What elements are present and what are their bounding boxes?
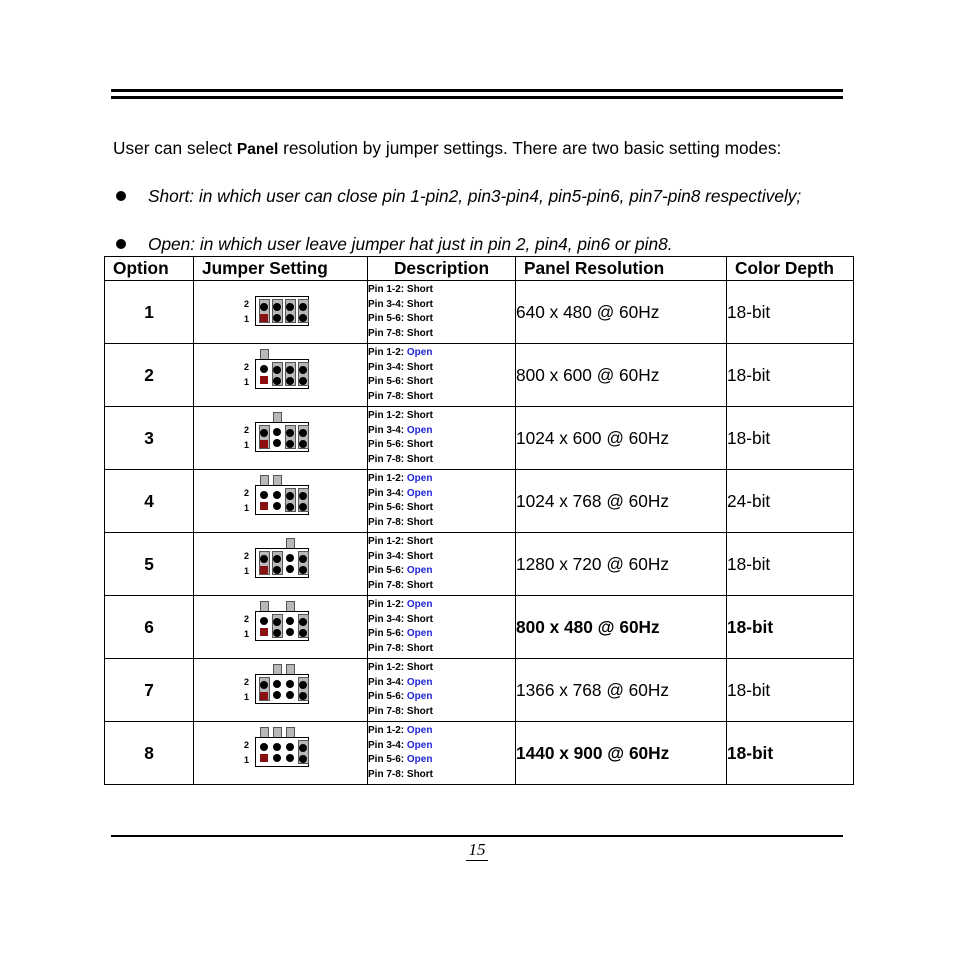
pin-description-line — [368, 361, 515, 376]
jumper-cap-closed — [298, 740, 309, 764]
pin-description-line — [368, 739, 515, 754]
pin-state: Short — [406, 502, 434, 513]
pin-label-1: 1 — [244, 503, 250, 513]
panel-resolution: 800 x 600 @ 60Hz — [516, 344, 727, 407]
pin-icon — [299, 492, 307, 500]
pin-pair-label: Pin 1-2: — [368, 536, 407, 547]
pin-icon — [286, 680, 294, 688]
pin-icon — [286, 440, 294, 448]
pin-pair-label: Pin 5-6: — [368, 376, 407, 387]
pin-pair-label: Pin 7-8: — [368, 705, 407, 717]
option-number: 4 — [105, 470, 194, 533]
bullet-dot-icon — [116, 191, 126, 201]
color-depth: 18-bit — [727, 344, 854, 407]
pin-icon — [260, 429, 268, 437]
pin-icon — [299, 629, 307, 637]
jumper-cap-closed — [285, 488, 296, 512]
jumper-cap-closed — [272, 614, 283, 638]
color-depth: 18-bit — [727, 659, 854, 722]
jumper-cap-closed — [298, 362, 309, 386]
pin-icon — [299, 566, 307, 574]
pin-label-2: 2 — [244, 740, 250, 750]
jumper-diagram-cell — [194, 470, 368, 533]
pin-description — [368, 722, 516, 785]
jumper-diagram-cell — [194, 659, 368, 722]
pin-icon — [260, 365, 268, 373]
pin-icon — [299, 314, 307, 322]
pin-icon — [286, 303, 294, 311]
pin-description-line — [368, 409, 515, 424]
pin-state: Open — [406, 676, 433, 688]
pin-description-line — [368, 613, 515, 628]
pin-label-2: 2 — [244, 425, 250, 435]
pin-icon — [299, 681, 307, 689]
jumper-pin-pair-open — [285, 677, 296, 701]
intro-bold-word: Panel — [236, 141, 279, 158]
jumper-cap-closed — [259, 677, 270, 701]
panel-resolution: 1366 x 768 @ 60Hz — [516, 659, 727, 722]
jumper-cap-closed — [285, 299, 296, 323]
jumper-diagram-cell — [194, 722, 368, 785]
jumper-pin-pair-open — [259, 362, 270, 386]
pin-icon — [299, 377, 307, 385]
pin-label-1: 1 — [244, 566, 250, 576]
option-number: 5 — [105, 533, 194, 596]
pin-description — [368, 407, 516, 470]
pin-description-line — [368, 298, 515, 313]
pin-description-line — [368, 346, 515, 361]
jumper-diagram-cell — [194, 596, 368, 659]
pin-description-line — [368, 283, 515, 298]
pin-state: Short — [406, 768, 434, 780]
pin-state: Short — [406, 410, 434, 421]
pin-icon — [299, 744, 307, 752]
jumper-header-icon — [255, 737, 309, 767]
pin-description-line — [368, 438, 515, 453]
pin-state: Short — [406, 439, 434, 450]
jumper-cap-closed — [285, 362, 296, 386]
pin-description-line — [368, 661, 515, 676]
pin-icon — [299, 303, 307, 311]
pin-pair-label: Pin 3-4: — [368, 487, 407, 499]
page-number: 15 — [466, 840, 488, 861]
jumper-cap-closed — [272, 362, 283, 386]
jumper-cap-closed — [259, 299, 270, 323]
pin-description-line — [368, 487, 515, 502]
pin-pair-label: Pin 7-8: — [368, 327, 407, 339]
pin-description-line — [368, 535, 515, 550]
pin-state: Short — [406, 313, 434, 324]
jumper-cap-closed — [259, 425, 270, 449]
intro-prefix: User can select — [113, 138, 237, 158]
jumper-cap-closed — [285, 425, 296, 449]
jumper-diagram-cell — [194, 281, 368, 344]
pin-icon — [273, 428, 281, 436]
pin-state: Short — [406, 642, 434, 654]
pin-description-line — [368, 312, 515, 327]
pin-icon — [273, 439, 281, 447]
header-rule-top — [111, 89, 843, 92]
jumper-header-icon — [255, 296, 309, 326]
pin-pair-label: Pin 1-2: — [368, 725, 407, 736]
pin-icon — [299, 692, 307, 700]
pin-icon — [299, 429, 307, 437]
pin-description — [368, 596, 516, 659]
jumper-cap-closed — [298, 677, 309, 701]
header-option: Option — [105, 257, 194, 281]
pin-icon — [286, 628, 294, 636]
bullet-text: Short: in which user can close pin 1-pin2, pin3-pin4, pin5-pin6, pin7-pin8 respectively; — [148, 186, 802, 206]
pin-state: Short — [406, 298, 434, 310]
color-depth: 18-bit — [727, 533, 854, 596]
option-number: 6 — [105, 596, 194, 659]
pin-state: Short — [406, 376, 434, 387]
pin-description-line — [368, 753, 515, 768]
bullet-open-mode — [113, 232, 841, 256]
pin-pair-label: Pin 5-6: — [368, 502, 407, 513]
pin-label-1: 1 — [244, 629, 250, 639]
jumper-pin-pair-open — [272, 425, 283, 449]
pin-label-2: 2 — [244, 677, 250, 687]
bullet-text: Open: in which user leave jumper hat just in pin 2, pin4, pin6 or pin8. — [148, 234, 673, 254]
pin-icon — [260, 681, 268, 689]
pin-description-line — [368, 642, 515, 657]
pin-description-line — [368, 676, 515, 691]
pin1-square-icon — [260, 754, 268, 762]
pin-description-line — [368, 627, 515, 642]
jumper-pin-pair-open — [285, 740, 296, 764]
pin-icon — [273, 629, 281, 637]
pin-pair-label: Pin 7-8: — [368, 768, 407, 780]
pin-pair-label: Pin 1-2: — [368, 347, 407, 358]
pin-description-line — [368, 501, 515, 516]
pin-description — [368, 470, 516, 533]
table-row — [105, 407, 854, 470]
table-row — [105, 533, 854, 596]
jumper-settings-table — [104, 256, 854, 785]
pin-description — [368, 659, 516, 722]
pin-icon — [273, 691, 281, 699]
jumper-header-icon — [255, 674, 309, 704]
pin-label-1: 1 — [244, 692, 250, 702]
pin-label-2: 2 — [244, 362, 250, 372]
pin-label-1: 1 — [244, 755, 250, 765]
pin-icon — [286, 377, 294, 385]
pin-icon — [273, 314, 281, 322]
pin-label-2: 2 — [244, 488, 250, 498]
bullet-short-mode — [113, 184, 841, 208]
color-depth: 18-bit — [727, 722, 854, 785]
pin1-square-icon — [260, 628, 268, 636]
pin-description-line — [368, 705, 515, 720]
pin-icon — [260, 617, 268, 625]
pin-description-line — [368, 550, 515, 565]
pin-icon — [286, 492, 294, 500]
table-row — [105, 722, 854, 785]
pin-pair-label: Pin 7-8: — [368, 390, 407, 402]
header-panel-resolution: Panel Resolution — [516, 257, 727, 281]
option-number: 8 — [105, 722, 194, 785]
pin-description-line — [368, 424, 515, 439]
pin-state: Open — [406, 754, 433, 765]
pin-pair-label: Pin 5-6: — [368, 439, 407, 450]
pin-state: Short — [406, 284, 434, 295]
color-depth: 18-bit — [727, 407, 854, 470]
footer-rule — [111, 835, 843, 837]
jumper-diagram-cell — [194, 533, 368, 596]
pin-pair-label: Pin 3-4: — [368, 613, 407, 625]
jumper-diagram-cell — [194, 407, 368, 470]
pin-pair-label: Pin 5-6: — [368, 628, 407, 639]
pin1-square-icon — [260, 376, 268, 384]
table-row — [105, 281, 854, 344]
table-row — [105, 596, 854, 659]
pin-state: Short — [406, 705, 434, 717]
pin-label-1: 1 — [244, 440, 250, 450]
pin-state: Open — [406, 565, 433, 576]
pin-icon — [286, 565, 294, 573]
pin-icon — [260, 743, 268, 751]
table-row — [105, 344, 854, 407]
pin-state: Open — [406, 628, 433, 639]
jumper-pin-pair-open — [259, 488, 270, 512]
pin-icon — [273, 366, 281, 374]
pin-state: Open — [406, 424, 433, 436]
pin-icon — [260, 555, 268, 563]
pin-pair-label: Pin 3-4: — [368, 550, 407, 562]
jumper-cap-closed — [298, 551, 309, 575]
pin-state: Short — [406, 662, 434, 673]
pin-state: Short — [406, 579, 434, 591]
pin-pair-label: Pin 7-8: — [368, 516, 407, 528]
pin1-square-icon — [260, 314, 268, 322]
jumper-pin-pair-open — [272, 740, 283, 764]
pin-icon — [286, 503, 294, 511]
pin-description — [368, 344, 516, 407]
jumper-cap-closed — [298, 614, 309, 638]
pin-icon — [286, 743, 294, 751]
pin-icon — [286, 366, 294, 374]
pin-icon — [286, 554, 294, 562]
jumper-cap-closed — [298, 425, 309, 449]
pin-icon — [273, 555, 281, 563]
pin-icon — [273, 743, 281, 751]
pin-pair-label: Pin 7-8: — [368, 642, 407, 654]
table-header-row — [105, 257, 854, 281]
pin-pair-label: Pin 3-4: — [368, 424, 407, 436]
pin1-square-icon — [260, 502, 268, 510]
pin-state: Open — [406, 691, 433, 702]
panel-resolution: 1024 x 600 @ 60Hz — [516, 407, 727, 470]
pin-description-line — [368, 327, 515, 342]
pin-label-1: 1 — [244, 314, 250, 324]
pin-icon — [286, 314, 294, 322]
jumper-cap-closed — [298, 299, 309, 323]
panel-resolution: 1440 x 900 @ 60Hz — [516, 722, 727, 785]
jumper-header-icon — [255, 422, 309, 452]
color-depth: 24-bit — [727, 470, 854, 533]
pin-pair-label: Pin 3-4: — [368, 739, 407, 751]
option-number: 3 — [105, 407, 194, 470]
panel-resolution: 1024 x 768 @ 60Hz — [516, 470, 727, 533]
pin-pair-label: Pin 5-6: — [368, 754, 407, 765]
bullet-dot-icon — [116, 239, 126, 249]
jumper-cap-closed — [259, 551, 270, 575]
pin-pair-label: Pin 1-2: — [368, 599, 407, 610]
pin-icon — [299, 366, 307, 374]
pin-description-line — [368, 690, 515, 705]
jumper-cap-closed — [298, 488, 309, 512]
jumper-pin-pair-open — [259, 740, 270, 764]
table-row — [105, 470, 854, 533]
pin-state: Open — [406, 473, 433, 484]
pin1-square-icon — [260, 566, 268, 574]
pin-state: Open — [406, 487, 433, 499]
option-number: 7 — [105, 659, 194, 722]
pin-icon — [273, 566, 281, 574]
pin-pair-label: Pin 1-2: — [368, 410, 407, 421]
pin-icon — [286, 617, 294, 625]
pin-state: Short — [406, 550, 434, 562]
pin-label-2: 2 — [244, 551, 250, 561]
pin-icon — [299, 440, 307, 448]
pin-pair-label: Pin 3-4: — [368, 676, 407, 688]
header-jumper-setting: Jumper Setting — [194, 257, 368, 281]
pin-icon — [286, 691, 294, 699]
pin-label-2: 2 — [244, 614, 250, 624]
pin-description — [368, 281, 516, 344]
pin-state: Short — [406, 613, 434, 625]
jumper-pin-pair-open — [259, 614, 270, 638]
pin-icon — [260, 491, 268, 499]
pin-icon — [286, 754, 294, 762]
pin-state: Short — [406, 361, 434, 373]
option-number: 1 — [105, 281, 194, 344]
pin-pair-label: Pin 1-2: — [368, 284, 407, 295]
pin-pair-label: Pin 7-8: — [368, 579, 407, 591]
pin-pair-label: Pin 1-2: — [368, 473, 407, 484]
pin-description-line — [368, 390, 515, 405]
pin-description-line — [368, 598, 515, 613]
color-depth: 18-bit — [727, 281, 854, 344]
pin1-square-icon — [260, 440, 268, 448]
pin-icon — [299, 503, 307, 511]
jumper-header-icon — [255, 485, 309, 515]
pin-icon — [273, 618, 281, 626]
jumper-diagram-cell — [194, 344, 368, 407]
pin-state: Short — [406, 536, 434, 547]
pin-icon — [273, 754, 281, 762]
pin-icon — [260, 303, 268, 311]
pin-description-line — [368, 453, 515, 468]
pin-icon — [273, 491, 281, 499]
pin-state: Open — [406, 347, 433, 358]
color-depth: 18-bit — [727, 596, 854, 659]
jumper-cap-closed — [272, 551, 283, 575]
pin-state: Open — [406, 739, 433, 751]
jumper-cap-closed — [272, 299, 283, 323]
pin-label-1: 1 — [244, 377, 250, 387]
jumper-pin-pair-open — [285, 614, 296, 638]
pin-pair-label: Pin 5-6: — [368, 565, 407, 576]
pin-description-line — [368, 516, 515, 531]
pin-state: Open — [406, 599, 433, 610]
pin-pair-label: Pin 5-6: — [368, 691, 407, 702]
header-description: Description — [368, 257, 516, 281]
panel-resolution: 640 x 480 @ 60Hz — [516, 281, 727, 344]
pin-icon — [299, 755, 307, 763]
table-row — [105, 659, 854, 722]
pin-pair-label: Pin 1-2: — [368, 662, 407, 673]
pin-state: Short — [406, 327, 434, 339]
pin-icon — [273, 502, 281, 510]
pin-state: Open — [406, 725, 433, 736]
pin-icon — [273, 680, 281, 688]
jumper-header-icon — [255, 548, 309, 578]
pin-description-line — [368, 564, 515, 579]
pin-pair-label: Pin 5-6: — [368, 313, 407, 324]
pin-icon — [299, 618, 307, 626]
jumper-header-icon — [255, 611, 309, 641]
pin-state: Short — [406, 453, 434, 465]
pin-icon — [286, 429, 294, 437]
pin-icon — [273, 377, 281, 385]
jumper-header-icon — [255, 359, 309, 389]
pin-icon — [299, 555, 307, 563]
option-number: 2 — [105, 344, 194, 407]
pin-pair-label: Pin 3-4: — [368, 361, 407, 373]
panel-resolution: 1280 x 720 @ 60Hz — [516, 533, 727, 596]
jumper-pin-pair-open — [272, 488, 283, 512]
pin-state: Short — [406, 390, 434, 402]
pin-description-line — [368, 472, 515, 487]
header-color-depth: Color Depth — [727, 257, 854, 281]
jumper-pin-pair-open — [272, 677, 283, 701]
pin-description — [368, 533, 516, 596]
intro-paragraph — [113, 136, 841, 162]
pin-icon — [273, 303, 281, 311]
pin-description-line — [368, 768, 515, 783]
pin-pair-label: Pin 7-8: — [368, 453, 407, 465]
pin-label-2: 2 — [244, 299, 250, 309]
pin-state: Short — [406, 516, 434, 528]
header-rule-bottom — [111, 96, 843, 99]
jumper-pin-pair-open — [285, 551, 296, 575]
pin-pair-label: Pin 3-4: — [368, 298, 407, 310]
panel-resolution: 800 x 480 @ 60Hz — [516, 596, 727, 659]
pin-description-line — [368, 579, 515, 594]
table-body — [105, 281, 854, 785]
pin1-square-icon — [260, 692, 268, 700]
intro-suffix: resolution by jumper settings. There are two basic setting modes: — [278, 138, 782, 158]
pin-description-line — [368, 375, 515, 390]
pin-description-line — [368, 724, 515, 739]
